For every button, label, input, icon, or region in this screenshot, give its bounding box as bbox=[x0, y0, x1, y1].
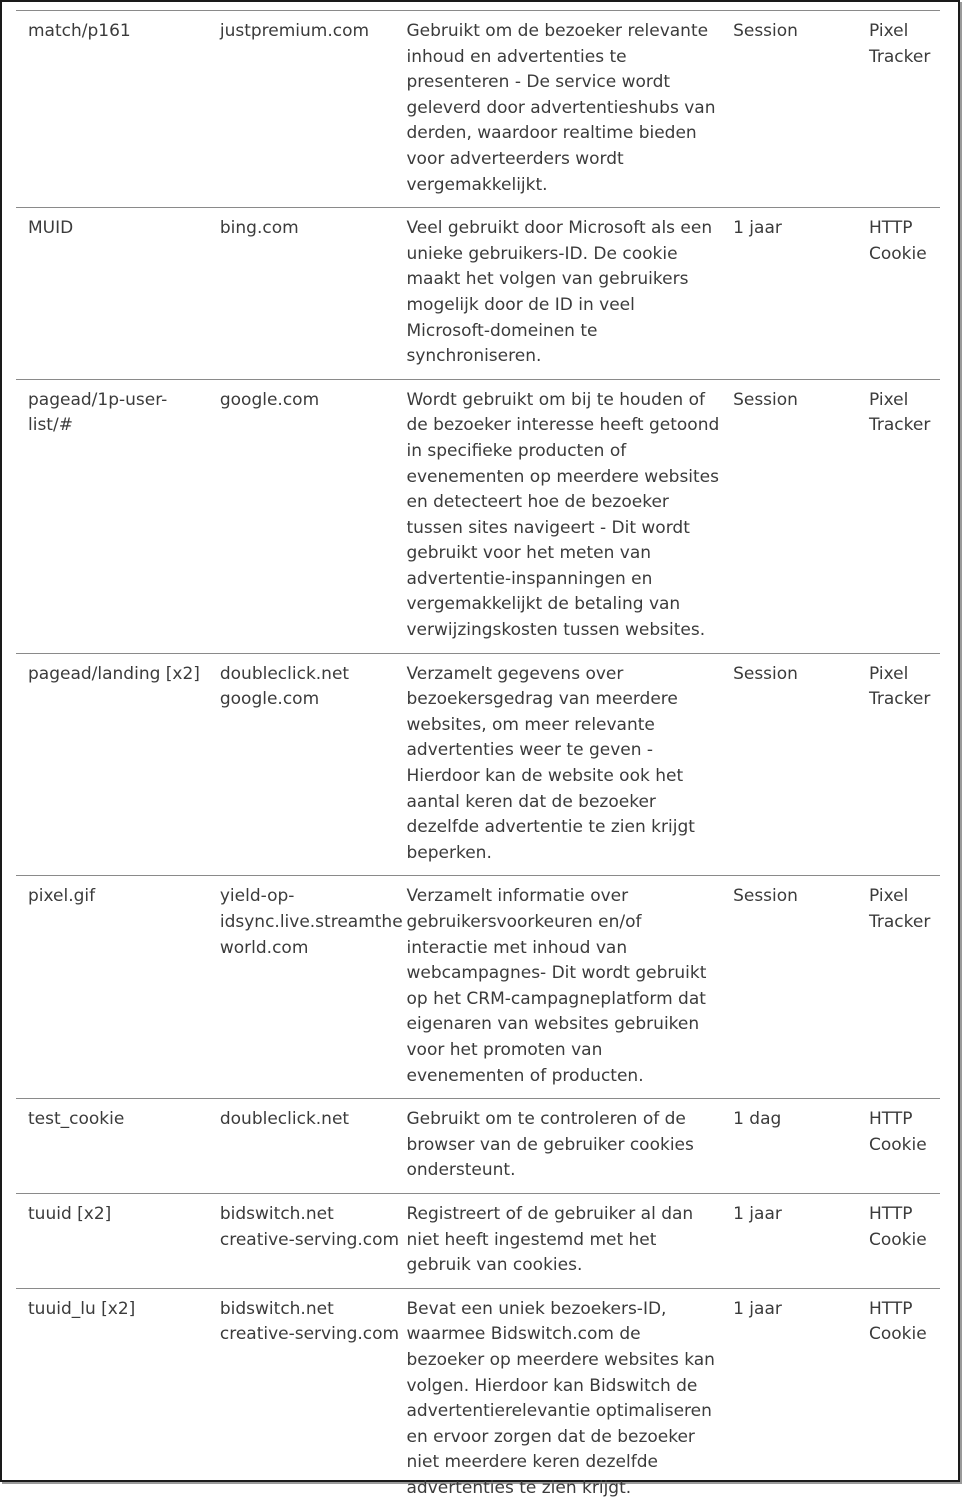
cookie-description: Gebruikt om te controleren of de browser van de gebruiker cookies ondersteunt. bbox=[406, 1109, 694, 1181]
cookie-expiry: 1 jaar bbox=[733, 1298, 782, 1319]
cookie-type: HTTP Cookie bbox=[868, 1109, 927, 1155]
cookie-domain: bidswitch.net creative-serving.com bbox=[219, 1203, 400, 1250]
cookie-expiry: Session bbox=[733, 663, 798, 684]
cookie-domain: bing.com bbox=[219, 218, 299, 239]
cookie-description: Veel gebruikt door Microsoft als een unieke gebruikers-ID. De cookie maakt het volgen van gebruikers mogelijk door de ID in veel Microsoft-domeinen te synchroniseren. bbox=[406, 218, 713, 367]
cookie-name: test_cookie bbox=[28, 1109, 125, 1130]
cookie-description: Wordt gebruikt om bij te houden of de bezoeker interesse heeft getoond in specifieke producten of evenementen op meerdere websites en detecteert hoe de bezoeker tussen sites navigeert - Dit wordt gebruikt voor het meten van advertentie-inspanningen en vergemakkelijkt de betaling van verwijzingskosten tussen websites. bbox=[406, 389, 720, 641]
cookie-name: tuuid [x2] bbox=[28, 1203, 112, 1224]
cookie-domain: doubleclick.net google.com bbox=[219, 663, 350, 710]
cookie-description: Registreert of de gebruiker al dan niet heeft ingestemd met het gebruik van cookies. bbox=[406, 1203, 694, 1276]
cookie-expiry: Session bbox=[733, 886, 798, 907]
cookie-description: Bevat een uniek bezoekers-ID, waarmee Bidswitch.com de bezoeker op meerdere websites kan volgen. Hierdoor kan Bidswitch de advertentierelevantie optimaliseren en ervoor zorgen dat de bezoeker niet meerdere keren dezelfde advertenties te zien krijgt. bbox=[406, 1298, 715, 1498]
cookie-type: Pixel Tracker bbox=[868, 389, 931, 436]
cookie-name: MUID bbox=[28, 218, 74, 239]
cookie-expiry: 1 jaar bbox=[733, 1203, 782, 1224]
cookie-domain: bidswitch.net creative-serving.com bbox=[219, 1298, 400, 1345]
cookie-domain: yield-op- idsync.live.streamthe world.com bbox=[219, 886, 403, 958]
cookie-type: HTTP Cookie bbox=[868, 218, 927, 264]
cookie-type: Pixel Tracker bbox=[868, 21, 931, 67]
table-row bbox=[16, 1193, 940, 1288]
table-row bbox=[16, 379, 940, 653]
cookie-domain: doubleclick.net bbox=[219, 1109, 350, 1130]
cookie-table bbox=[16, 10, 940, 1510]
cookie-description: Verzamelt informatie over gebruikersvoorkeuren en/of interactie met inhoud van webcampagnes- Dit wordt gebruikt op het CRM-campagneplatform dat eigenaren van websites gebruiken voor het promoten van evenementen of producten. bbox=[406, 886, 707, 1086]
cookie-name: pixel.gif bbox=[28, 886, 96, 907]
cookie-name: tuuid_lu [x2] bbox=[28, 1298, 136, 1319]
cookie-description: Verzamelt gegevens over bezoekersgedrag van meerdere websites, om meer relevante advertenties weer te geven - Hierdoor kan de website ook het aantal keren dat de bezoeker dezelfde advertentie te zien krijgt beperken. bbox=[406, 663, 695, 863]
cookie-expiry: Session bbox=[733, 389, 798, 410]
cookie-name: pagead/1p-user- list/# bbox=[28, 389, 168, 436]
cookie-domain: justpremium.com bbox=[219, 21, 370, 41]
cookie-type: Pixel Tracker bbox=[868, 886, 931, 932]
cookie-name: pagead/landing [x2] bbox=[28, 663, 200, 684]
cookie-name: match/p161 bbox=[28, 21, 131, 41]
table-row bbox=[16, 1099, 940, 1194]
cookie-expiry: Session bbox=[733, 21, 798, 41]
table-row bbox=[16, 1288, 940, 1510]
cookie-description: Gebruikt om de bezoeker relevante inhoud en advertenties te presenteren - De service wordt geleverd door advertentieshubs van derden, waardoor realtime bieden voor adverteerders wordt vergemakkelijkt. bbox=[406, 21, 716, 195]
table-row bbox=[16, 876, 940, 1099]
table-row bbox=[16, 11, 940, 208]
table-row bbox=[16, 653, 940, 876]
cookie-domain: google.com bbox=[219, 389, 320, 410]
cookie-type: HTTP Cookie bbox=[868, 1298, 927, 1345]
table-row bbox=[16, 208, 940, 380]
cookie-expiry: 1 dag bbox=[733, 1109, 782, 1130]
cookie-expiry: 1 jaar bbox=[733, 218, 782, 239]
cookie-type: Pixel Tracker bbox=[868, 663, 931, 710]
cookie-type: HTTP Cookie bbox=[868, 1203, 927, 1250]
